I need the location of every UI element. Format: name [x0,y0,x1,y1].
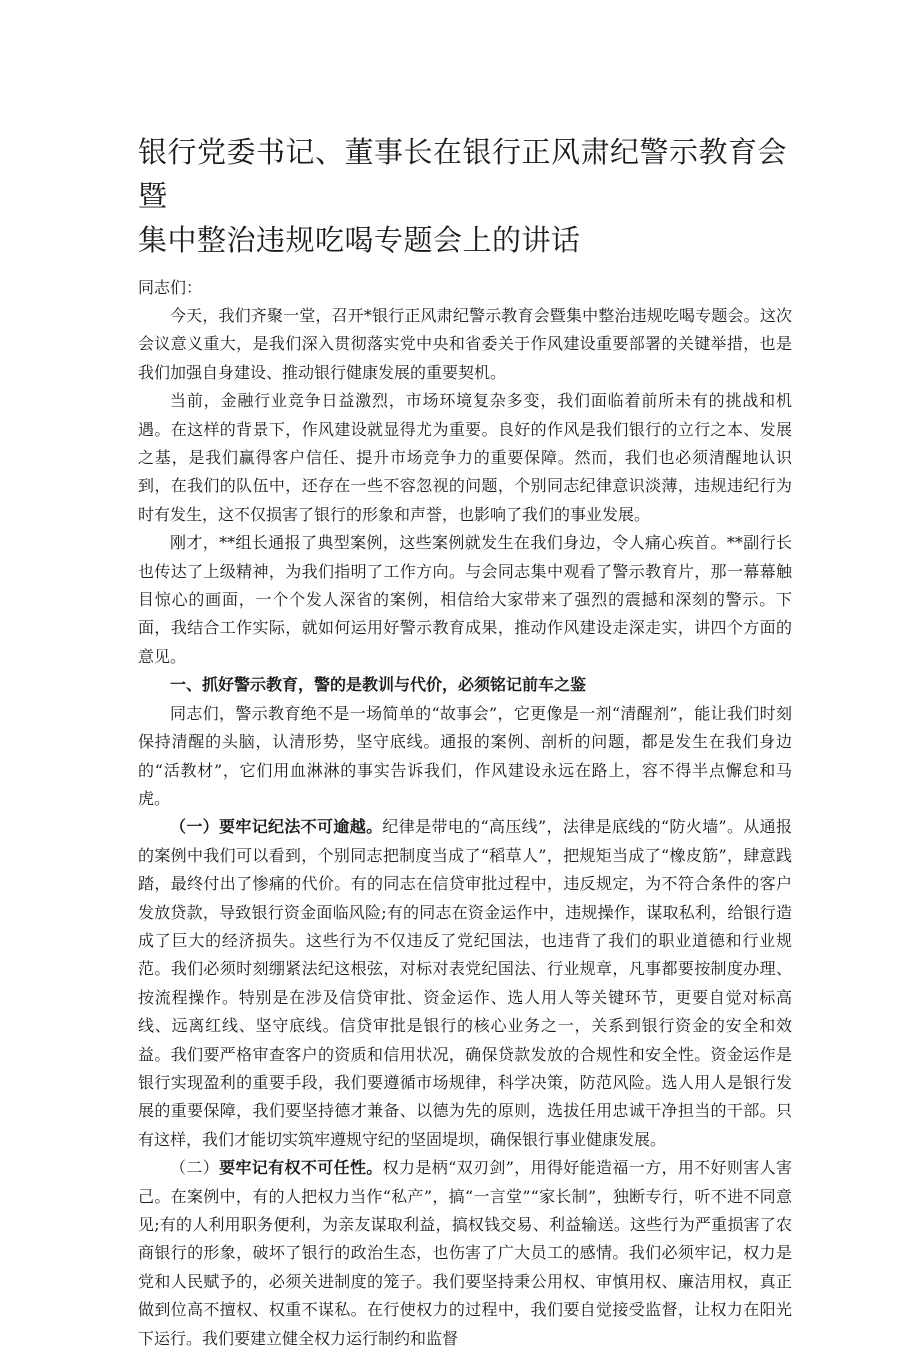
title-line-2: 集中整治违规吃喝专题会上的讲话 [138,223,581,257]
paragraph-cases: 刚才，**组长通报了典型案例，这些案例就发生在我们身边，令人痛心疾首。**副行长也传达了上级精神，为我们指明了工作方向。与会同志集中观看了警示教育片，那一幕幕触目惊心的画面，一个个发人深省的案例，相信给大家带来了强烈的震撼和深刻的警示。下面，我结合工作实际，就如何运用好警示教育成果，推动作风建设走深走实，讲四个方面的意见。 [138,533,792,666]
subsection-1 [138,813,792,1154]
paragraph-opening: 今天，我们齐聚一堂，召开*银行正风肃纪警示教育会暨集中整治违规吃喝专题会。这次会议意义重大，是我们深入贯彻落实党中央和省委关于作风建设重要部署的关键举措，也是我们加强自身建设、推动银行健康发展的重要契机。 [138,306,792,382]
subsection-1-lead: （一）要牢记纪法不可逾越。 [170,817,383,837]
section-1-intro: 同志们，警示教育绝不是一场简单的“故事会”，它更像是一剂“清醒剂”，能让我们时刻保持清醒的头脑，认清形势，坚守底线。通报的案例、剖析的问题，都是发生在我们身边的“活教材”，它们用血淋淋的事实告诉我们，作风建设永远在路上，容不得半点懈怠和马虎。 [138,703,792,808]
section-heading-1: 一、抓好警示教育，警的是教训与代价，必须铭记前车之鉴 [170,675,587,695]
salutation: 同志们： [138,278,203,297]
subsection-1-body: 纪律是带电的“高压线”，法律是底线的“防火墙”。从通报的案例中我们可以看到，个别同志把制度当成了“稻草人”，把规矩当成了“橡皮筋”，肆意践踏，最终付出了惨痛的代价。有的同志在信贷审批过程中，违反规定，为不符合条件的客户发放贷款，导致银行资金面临风险;有的同志在资金运作中，违规操作，谋取私利，给银行造成了巨大的经济损失。这些行为不仅违反了党纪国法，也违背了我们的职业道德和行业规范。我们必须时刻绷紧法纪这根弦，对标对表党纪国法、行业规章，凡事都要按制度办理、按流程操作。特别是在涉及信贷审批、资金运作、选人用人等关键环节，更要自觉对标高线、远离红线、坚守底线。信贷审批是银行的核心业务之一，关系到银行资金的安全和效益。我们要严格审查客户的资质和信用状况，确保贷款发放的合规性和安全性。资金运作是银行实现盈利的重要手段，我们要遵循市场规律，科学决策，防范风险。选人用人是银行发展的重要保障，我们要坚持德才兼备、以德为先的原则，选拔任用忠诚干净担当的干部。只有这样，我们才能切实筑牢遵规守纪的坚固堤坝，确保银行事业健康发展。 [138,817,792,1149]
subsection-2-body: 权力是柄“双刃剑”，用得好能造福一方，用不好则害人害己。在案例中，有的人把权力当作“私产”，搞“一言堂”“家长制”，独断专行，听不进不同意见;有的人利用职务便利，为亲友谋取利益，搞权钱交易、利益输送。这些行为严重损害了农商银行的形象，破坏了银行的政治生态，也伤害了广大员工的感情。我们必须牢记，权力是党和人民赋予的，必须关进制度的笼子。我们要坚持秉公用权、审慎用权、廉洁用权，真正做到位高不擅权、权重不谋私。在行使权力的过程中，我们要自觉接受监督，让权力在阳光下运行。我们要建立健全权力运行制约和监督 [138,1158,792,1348]
subsection-2-prefix: （二） [170,1158,220,1178]
paragraph-background: 当前，金融行业竞争日益激烈，市场环境复杂多变，我们面临着前所未有的挑战和机遇。在这样的背景下，作风建设就显得尤为重要。良好的作风是我们银行的立行之本、发展之基，是我们赢得客户信任、提升市场竞争力的重要保障。然而，我们也必须清醒地认识到，在我们的队伍中，还存在一些不容忽视的问题，个别同志纪律意识淡薄，违规违纪行为时有发生，这不仅损害了银行的形象和声誉，也影响了我们的事业发展。 [138,391,792,524]
subsection-2-lead: 要牢记有权不可任性。 [219,1158,383,1178]
title-line-1: 银行党委书记、董事长在银行正风肃纪警示教育会暨 [138,135,788,213]
document-title [138,130,792,262]
subsection-2 [138,1154,792,1353]
document-page [138,130,792,1353]
